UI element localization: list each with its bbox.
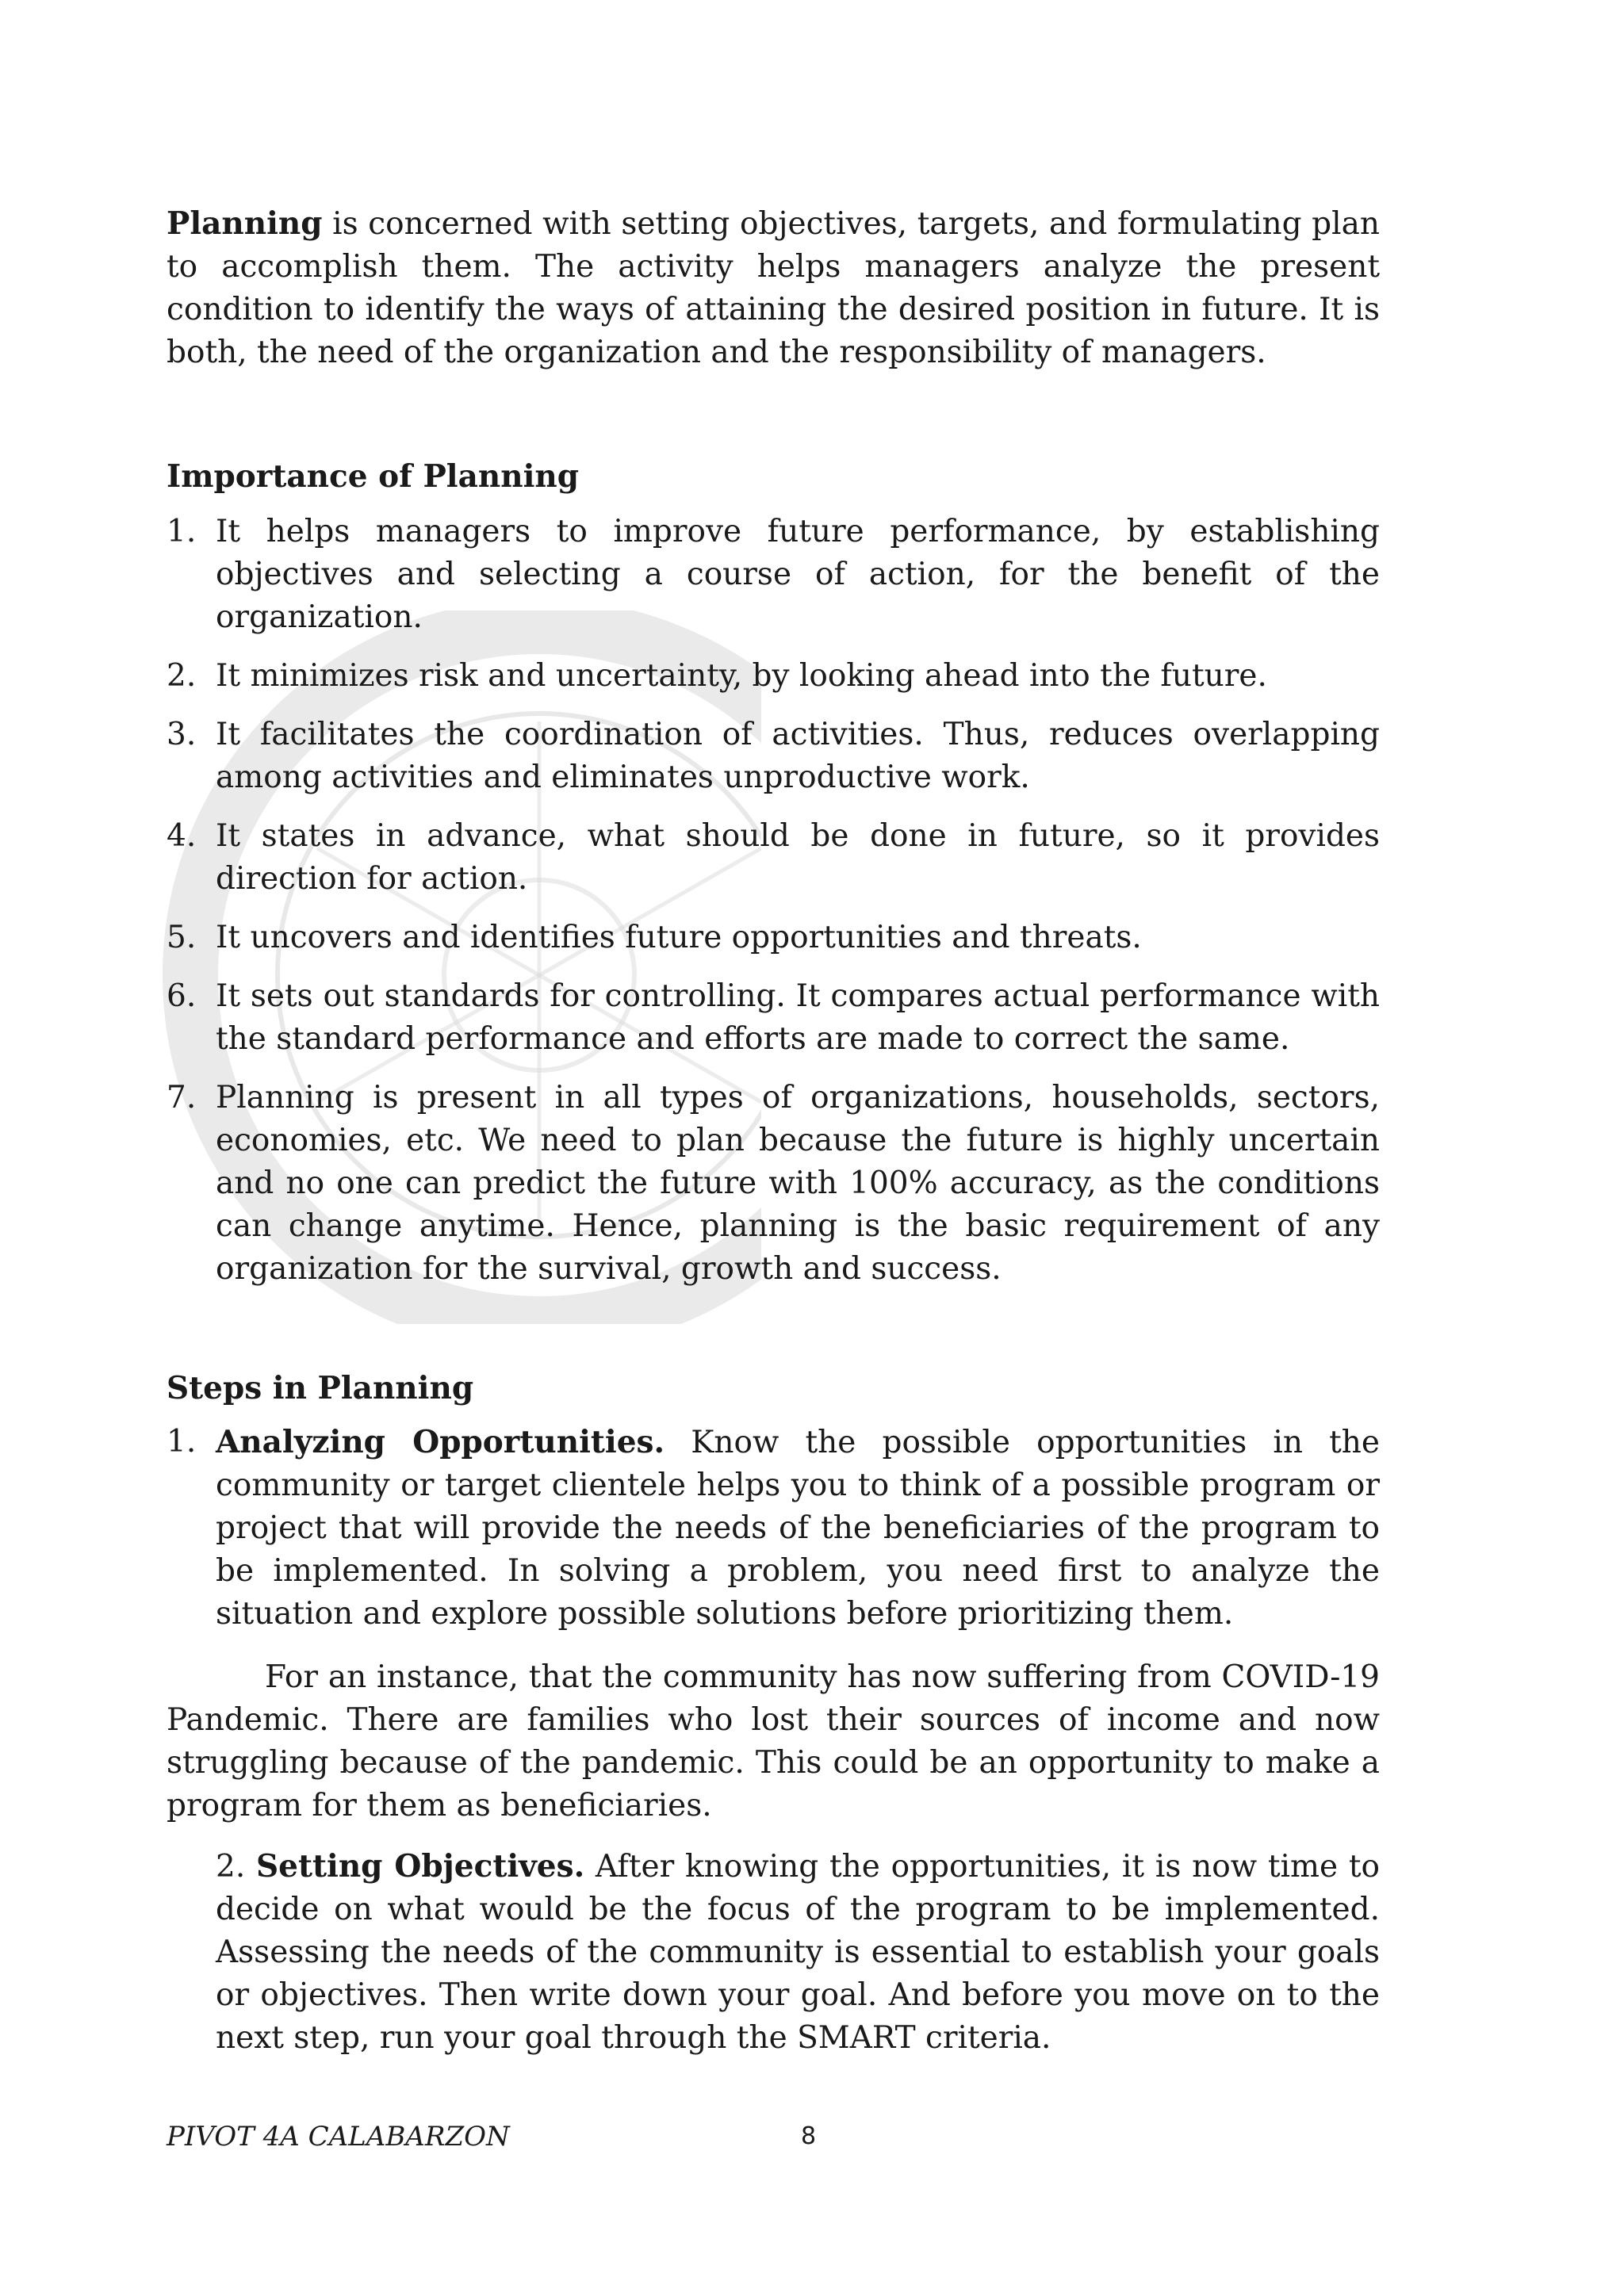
step-text: Know the possible opportunities in the community or target clientele helps you to think of a possible program or project that will provide the needs of the beneficiaries of the program to be implemented. In solving a problem, you need first to analyze the situation and explore possible solutions before prioritizing them. bbox=[216, 1425, 1380, 1632]
list-text: It uncovers and identifies future opportunities and threats. bbox=[216, 920, 1142, 955]
step-title: Setting Objectives. bbox=[256, 1848, 585, 1885]
list-item bbox=[167, 714, 1380, 799]
list-text: It minimizes risk and uncertainty, by looking ahead into the future. bbox=[216, 658, 1267, 694]
list-item bbox=[167, 916, 1380, 959]
footer-label: PIVOT 4A CALABARZON bbox=[167, 2121, 510, 2152]
list-text: It sets out standards for controlling. It compares actual performance with the standard performance and efforts are made to correct the same. bbox=[216, 978, 1380, 1057]
document-page bbox=[167, 202, 1380, 2060]
list-item bbox=[167, 1077, 1380, 1291]
steps-heading: Steps in Planning bbox=[167, 1370, 474, 1406]
list-text: It facilitates the coordination of activities. Thus, reduces overlapping among activities and eliminates unproductive work. bbox=[216, 717, 1380, 795]
list-item bbox=[167, 975, 1380, 1061]
list-number: 3. bbox=[167, 717, 197, 752]
step-title: Analyzing Opportunities. bbox=[216, 1424, 665, 1460]
intro-term: Planning bbox=[167, 205, 323, 242]
list-number: 1. bbox=[167, 514, 197, 549]
list-item bbox=[167, 511, 1380, 639]
steps-list bbox=[167, 1421, 1380, 1636]
page-footer bbox=[167, 2121, 1380, 2160]
list-text: Planning is present in all types of organizations, households, sectors, economies, etc. We need to plan because the future is highly uncertain and no one can predict the future with 100% accuracy, as the conditions can change anytime. Hence, planning is the basic requirement of any organization for the survival, growth and success. bbox=[216, 1080, 1380, 1287]
list-text: It helps managers to improve future performance, by establishing objectives and selecting a course of action, for the benefit of the organization. bbox=[216, 514, 1380, 635]
importance-list bbox=[167, 511, 1380, 1291]
list-number: 5. bbox=[167, 920, 197, 955]
list-number: 7. bbox=[167, 1080, 197, 1115]
intro-paragraph bbox=[167, 202, 1380, 374]
list-item bbox=[167, 815, 1380, 901]
list-number: 4. bbox=[167, 818, 197, 854]
list-item bbox=[167, 655, 1380, 698]
step-2-paragraph bbox=[216, 1845, 1380, 2060]
step-number: 1. bbox=[167, 1424, 197, 1460]
page-number: 8 bbox=[801, 2122, 817, 2150]
list-text: It states in advance, what should be done in future, so it provides direction for action. bbox=[216, 818, 1380, 897]
list-number: 2. bbox=[167, 658, 197, 694]
example-paragraph: For an instance, that the community has now suffering from COVID-19 Pandemic. There are families who lost their sources of income and now struggling because of the pandemic. This could be an opportunity to make a program for them as beneficiaries. bbox=[167, 1659, 1380, 1823]
step-number: 2. bbox=[216, 1849, 246, 1885]
step-text: After knowing the opportunities, it is now time to decide on what would be the focus of the program to be implemented. Assessing the needs of the community is essential to establish your goals or objectives. Then write down your goal. And before you move on to the next step, run your goal through the SMART criteria. bbox=[216, 1849, 1380, 2056]
intro-text: is concerned with setting objectives, targets, and formulating plan to accomplish them. The activity helps managers analyze the present condition to identify the ways of attaining the desired position in future. It is both, the need of the organization and the responsibility of managers. bbox=[167, 206, 1380, 370]
step-item bbox=[167, 1421, 1380, 1636]
list-number: 6. bbox=[167, 978, 197, 1014]
importance-heading: Importance of Planning bbox=[167, 458, 580, 495]
